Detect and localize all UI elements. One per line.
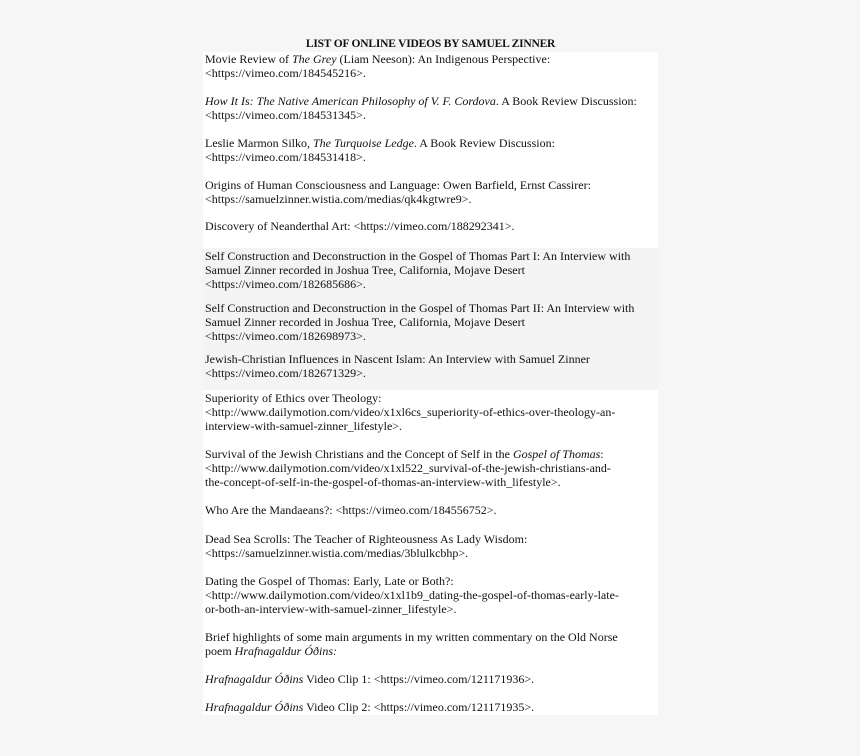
video-link-text[interactable]: <http://www.dailymotion.com/video/x1xl522_survival-of-the-jewish-christians-and- [205, 460, 611, 475]
entry-line [205, 448, 660, 462]
entry-text: Leslie Marmon Silko, [205, 136, 313, 150]
entry-line [205, 53, 660, 67]
entry-text: Brief highlights of some main arguments in my written commentary on the Old Norse [205, 630, 618, 644]
entry-text: Movie Review of [205, 52, 292, 66]
entry-text: Dead Sea Scrolls: The Teacher of Righteousness As Lady Wisdom: [205, 532, 528, 546]
video-link-text[interactable]: <https://samuelzinner.wistia.com/medias/3blulkcbhp>. [205, 545, 469, 560]
italic-title-text: How It Is: The Native American Philosophy of V. F. Cordova [205, 94, 496, 108]
entry-text: (Liam Neeson): An Indigenous Perspective: [336, 52, 551, 66]
entry-line [205, 701, 660, 715]
video-entry [205, 701, 660, 715]
entry-line [205, 603, 660, 617]
italic-title-text: Hrafnagaldur Óðins [205, 672, 304, 686]
entry-line [205, 645, 660, 659]
video-link-text[interactable]: <https://vimeo.com/182671329>. [205, 365, 366, 380]
entry-text: . A Book Review Discussion: [413, 136, 555, 150]
entry-text: : [600, 447, 604, 461]
entry-line [205, 504, 660, 518]
video-link-text[interactable]: Video Clip 1: <https://vimeo.com/121171936>. [303, 672, 535, 686]
entry-line [205, 151, 660, 165]
video-entry [205, 575, 660, 616]
video-link-text[interactable]: <https://vimeo.com/184531345>. [205, 107, 366, 122]
video-link-text[interactable]: <https://vimeo.com/182685686>. [205, 276, 366, 291]
entry-text: Superiority of Ethics over Theology: [205, 391, 382, 405]
video-entry [205, 504, 660, 518]
video-link-text[interactable]: <http://www.dailymotion.com/video/x1xl1b9_dating-the-gospel-of-thomas-early-late- [205, 587, 619, 602]
video-link-text[interactable]: <https://vimeo.com/182698973>. [205, 328, 366, 343]
video-entry [205, 220, 660, 234]
entry-line [205, 250, 660, 264]
document-title: LIST OF ONLINE VIDEOS BY SAMUEL ZINNER [305, 38, 556, 50]
video-entry [205, 250, 660, 291]
entry-text: Samuel Zinner recorded in Joshua Tree, California, Mojave Desert [205, 262, 525, 277]
entry-line [205, 67, 660, 81]
entry-line [205, 589, 660, 603]
entry-line [205, 330, 660, 344]
video-link-text[interactable]: <https://samuelzinner.wistia.com/medias/qk4kgtwre9>. [205, 191, 472, 206]
italic-title-text: Hrafnagaldur Óðins [205, 700, 304, 714]
video-entry [205, 673, 660, 687]
entry-line [205, 420, 660, 434]
entry-text: interview-with-samuel-zinner_lifestyle>. [205, 418, 403, 433]
entry-line [205, 533, 660, 547]
video-entry [205, 353, 660, 381]
entry-text: Samuel Zinner recorded in Joshua Tree, California, Mojave Desert [205, 314, 525, 329]
entry-text: Origins of Human Consciousness and Language: Owen Barfield, Ernst Cassirer: [205, 178, 591, 192]
video-link-text[interactable]: Video Clip 2: <https://vimeo.com/121171935>. [303, 700, 535, 714]
entry-line [205, 220, 660, 234]
entry-line [205, 476, 660, 490]
video-entry [205, 53, 660, 81]
entry-line [205, 264, 660, 278]
entry-text: Jewish-Christian Influences in Nascent Islam: An Interview with Samuel Zinner [205, 352, 590, 366]
video-entry [205, 448, 660, 489]
entry-line [205, 316, 660, 330]
entry-line [205, 302, 660, 316]
video-entry [205, 95, 660, 123]
entry-text: poem [205, 643, 235, 658]
italic-title-text: The Turquoise Ledge [313, 136, 414, 150]
video-entry [205, 179, 660, 207]
entry-line [205, 353, 660, 367]
entry-line [205, 137, 660, 151]
entry-line [205, 673, 660, 687]
video-entry [205, 631, 660, 659]
entry-line [205, 193, 660, 207]
entry-line [205, 575, 660, 589]
entry-text: Self Construction and Deconstruction in the Gospel of Thomas Part I: An Interview with [205, 249, 631, 263]
entry-line [205, 278, 660, 292]
video-link-text[interactable]: <http://www.dailymotion.com/video/x1xl6cs_superiority-of-ethics-over-theology-an- [205, 404, 616, 419]
video-link-text[interactable]: Discovery of Neanderthal Art: <https://vimeo.com/188292341>. [205, 219, 515, 233]
video-link-text[interactable]: Who Are the Mandaeans?: <https://vimeo.com/184556752>. [205, 503, 497, 517]
video-link-text[interactable]: <https://vimeo.com/184531418>. [205, 149, 366, 164]
video-entry [205, 137, 660, 165]
entry-text: the-concept-of-self-in-the-gospel-of-thomas-an-interview-with_lifestyle>. [205, 474, 561, 489]
italic-title-text: The Grey [291, 52, 337, 66]
entry-line [205, 179, 660, 193]
entry-line [205, 367, 660, 381]
entry-text: Self Construction and Deconstruction in the Gospel of Thomas Part II: An Interview with [205, 301, 635, 315]
entry-line [205, 109, 660, 123]
video-entry [205, 533, 660, 561]
entry-line [205, 392, 660, 406]
video-entry [205, 392, 660, 433]
entry-line [205, 547, 660, 561]
entry-line [205, 462, 660, 476]
entry-text: Survival of the Jewish Christians and the Concept of Self in the [205, 447, 513, 461]
entry-line [205, 95, 660, 109]
italic-title-text: Gospel of Thomas [512, 447, 601, 461]
entry-text: Dating the Gospel of Thomas: Early, Late or Both?: [205, 574, 454, 588]
entry-line [205, 631, 660, 645]
italic-title-text: Hrafnagaldur Óðins: [234, 643, 338, 658]
entry-text: . A Book Review Discussion: [495, 94, 637, 108]
video-entry [205, 302, 660, 343]
video-link-text[interactable]: <https://vimeo.com/184545216>. [205, 65, 366, 80]
entry-text: or-both-an-interview-with-samuel-zinner_lifestyle>. [205, 601, 457, 616]
entry-line [205, 406, 660, 420]
